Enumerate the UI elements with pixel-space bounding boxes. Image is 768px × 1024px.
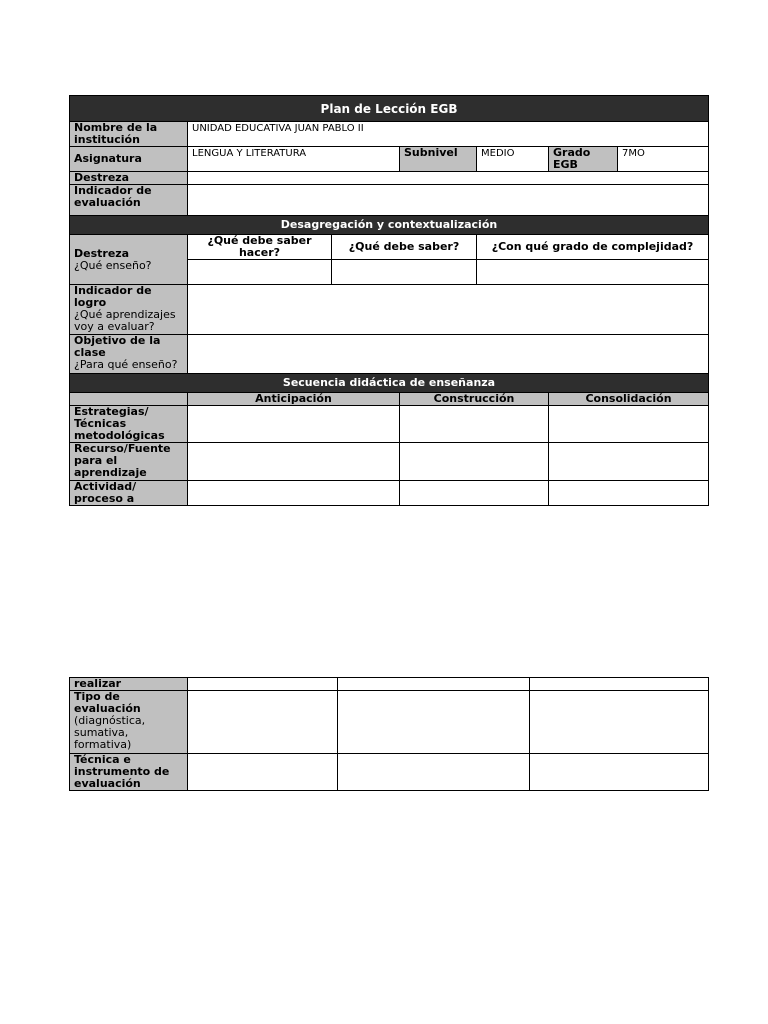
objective-value[interactable] <box>188 335 709 374</box>
technique-construction[interactable] <box>338 754 530 791</box>
subject-label: Asignatura <box>70 147 188 172</box>
col-consolidation: Consolidación <box>549 393 709 406</box>
grade-value[interactable]: 7MO <box>618 147 709 172</box>
sequence-title: Secuencia didáctica de enseñanza <box>70 374 709 393</box>
objective-label <box>70 335 188 374</box>
activity-label: Actividad/ proceso a <box>70 481 188 506</box>
eval-type-options: (diagnóstica, sumativa, formativa) <box>74 714 146 751</box>
institution-value[interactable]: UNIDAD EDUCATIVA JUAN PABLO II <box>188 122 709 147</box>
breakdown-skill-label <box>70 235 188 285</box>
activity-construction-cont[interactable] <box>338 678 530 691</box>
strategies-construction[interactable] <box>400 406 549 443</box>
eval-type-construction[interactable] <box>338 691 530 754</box>
objective-title: Objetivo de la clase <box>74 334 161 359</box>
resource-consolidation[interactable] <box>549 443 709 481</box>
col-construction: Construcción <box>400 393 549 406</box>
activity-anticipation-cont[interactable] <box>188 678 338 691</box>
eval-type-anticipation[interactable] <box>188 691 338 754</box>
eval-indicator-value[interactable] <box>188 185 709 216</box>
strategies-consolidation[interactable] <box>549 406 709 443</box>
lesson-plan-table <box>69 95 709 506</box>
technique-anticipation[interactable] <box>188 754 338 791</box>
eval-type-title: Tipo de evaluación <box>74 690 141 715</box>
sequence-corner <box>70 393 188 406</box>
technique-label: Técnica e instrumento de evaluación <box>70 754 188 791</box>
breakdown-skill-title: Destreza <box>74 246 130 260</box>
achievement-label <box>70 285 188 335</box>
achievement-title: Indicador de logro <box>74 284 152 309</box>
activity-consolidation-cont[interactable] <box>530 678 709 691</box>
eval-type-consolidation[interactable] <box>530 691 709 754</box>
breakdown-title: Desagregación y contextualización <box>70 216 709 235</box>
activity-consolidation[interactable] <box>549 481 709 506</box>
col-anticipation: Anticipación <box>188 393 400 406</box>
resource-anticipation[interactable] <box>188 443 400 481</box>
activity-construction[interactable] <box>400 481 549 506</box>
resource-construction[interactable] <box>400 443 549 481</box>
eval-type-label <box>70 691 188 754</box>
strategies-anticipation[interactable] <box>188 406 400 443</box>
complexity-cell[interactable] <box>477 260 709 285</box>
resource-label: Recurso/Fuente para el aprendizaje <box>70 443 188 481</box>
institution-label: Nombre de la institución <box>70 122 188 147</box>
col-know-how: ¿Qué debe saber hacer? <box>188 235 332 260</box>
grade-label: Grado EGB <box>549 147 618 172</box>
skill-value[interactable] <box>188 172 709 185</box>
strategies-label: Estrategias/ Técnicas metodológicas <box>70 406 188 443</box>
sublevel-label: Subnivel <box>400 147 477 172</box>
col-know: ¿Qué debe saber? <box>332 235 477 260</box>
technique-consolidation[interactable] <box>530 754 709 791</box>
activity-label-cont: realizar <box>70 678 188 691</box>
breakdown-skill-question: ¿Qué enseño? <box>74 258 152 272</box>
skill-label: Destreza <box>70 172 188 185</box>
col-complexity: ¿Con qué grado de complejidad? <box>477 235 709 260</box>
know-cell[interactable] <box>332 260 477 285</box>
activity-anticipation[interactable] <box>188 481 400 506</box>
plan-title: Plan de Lección EGB <box>70 96 709 122</box>
eval-indicator-label: Indicador de evaluación <box>70 185 188 216</box>
lesson-plan-table-continued <box>69 677 709 791</box>
sublevel-value[interactable]: MEDIO <box>477 147 549 172</box>
subject-value[interactable]: LENGUA Y LITERATURA <box>188 147 400 172</box>
achievement-value[interactable] <box>188 285 709 335</box>
achievement-question: ¿Qué aprendizajes voy a evaluar? <box>74 308 176 333</box>
objective-question: ¿Para qué enseño? <box>74 358 178 371</box>
know-how-cell[interactable] <box>188 260 332 285</box>
